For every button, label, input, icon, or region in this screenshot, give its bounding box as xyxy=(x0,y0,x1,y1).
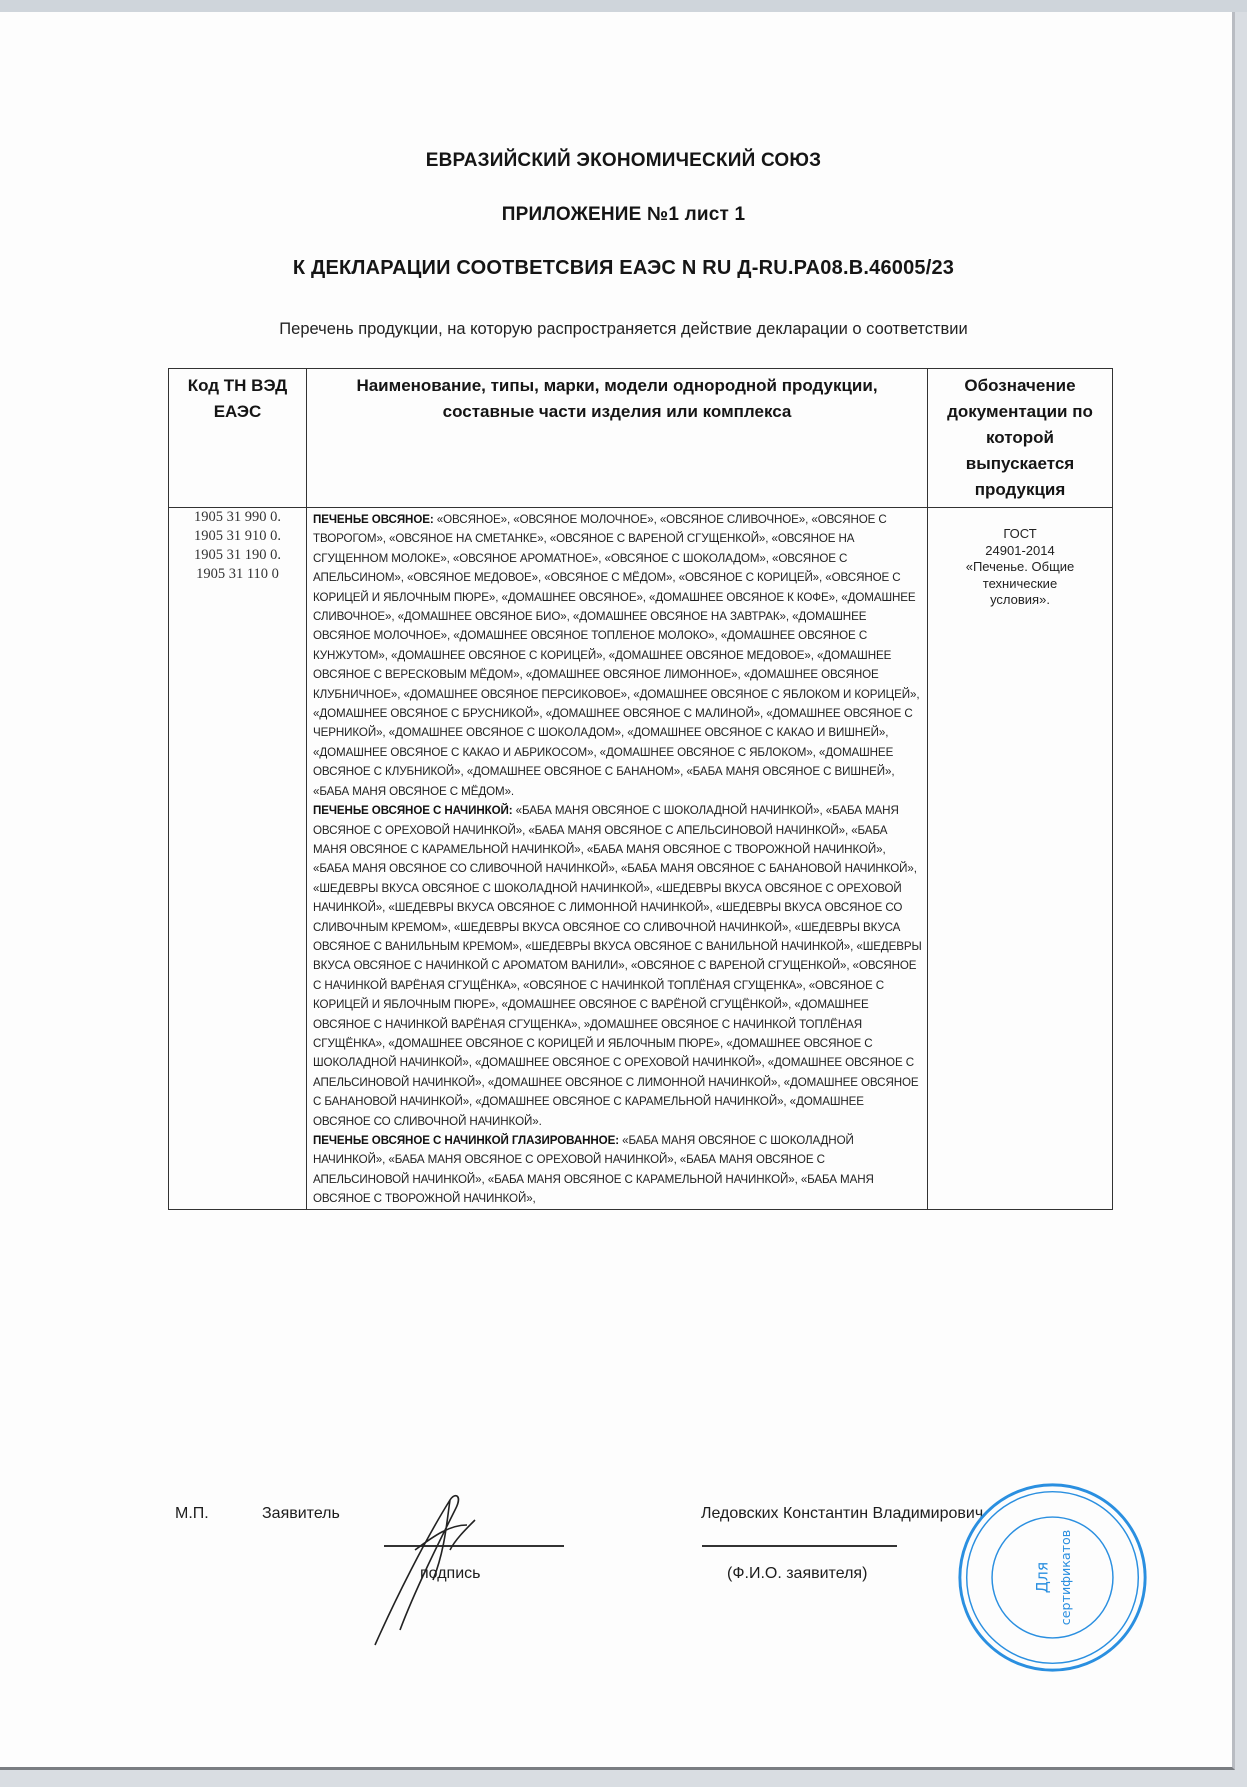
handwritten-signature-icon xyxy=(355,1480,525,1650)
header-name: Наименование, типы, марки, модели однородной продукции, составные части изделия или комплекса xyxy=(307,369,928,508)
hs-codes-cell xyxy=(169,508,307,1210)
section-heading: ПЕЧЕНЬЕ ОВСЯНОЕ С НАЧИНКОЙ ГЛАЗИРОВАННОЕ: xyxy=(313,1134,619,1147)
union-title: ЕВРАЗИЙСКИЙ ЭКОНОМИЧЕСКИЙ СОЮЗ xyxy=(425,150,822,171)
section-heading: ПЕЧЕНЬЕ ОВСЯНОЕ: xyxy=(313,513,434,526)
standard-doc-cell xyxy=(928,508,1113,1210)
product-names-cell xyxy=(307,508,928,1210)
section-text: «ОВСЯНОЕ», «ОВСЯНОЕ МОЛОЧНОЕ», «ОВСЯНОЕ СЛИВОЧНОЕ», «ОВСЯНОЕ С ТВОРОГОМ», «ОВСЯНОЕ НА СМЕТАНКЕ», «ОВСЯНОЕ С ВАРЕНОЙ СГУЩЕНКОЙ», «ОВСЯНОЕ НА СГУЩЕННОМ МОЛОКЕ», «ОВСЯНОЕ АРОМАТНОЕ», «ОВСЯНОЕ С ШОКОЛАДОМ», «ОВСЯНОЕ С АПЕЛЬСИНОМ», «ОВСЯНОЕ МЕДОВОЕ», «ОВСЯНОЕ С МЁДОМ», «ОВСЯНОЕ С КОРИЦЕЙ», «ОВСЯНОЕ С КОРИЦЕЙ И ЯБЛОЧНЫМ ПЮРЕ», «ДОМАШНЕЕ ОВСЯНОЕ», «ДОМАШНЕЕ ОВСЯНОЕ К КОФЕ», «ДОМАШНЕЕ СЛИВОЧНОЕ», «ДОМАШНЕЕ ОВСЯНОЕ БИО», «ДОМАШНЕЕ ОВСЯНОЕ НА ЗАВТРАК», «ДОМАШНЕЕ ОВСЯНОЕ МОЛОЧНОЕ», «ДОМАШНЕЕ ОВСЯНОЕ ТОПЛЕНОЕ МОЛОКО», «ДОМАШНЕЕ ОВСЯНОЕ С КУНЖУТОМ», «ДОМАШНЕЕ ОВСЯНОЕ С КОРИЦЕЙ», «ДОМАШНЕЕ ОВСЯНОЕ МЕДОВОЕ», «ДОМАШНЕЕ ОВСЯНОЕ С ВЕРЕСКОВЫМ МЁДОМ», «ДОМАШНЕЕ ОВСЯНОЕ ЛИМОННОЕ», «ДОМАШНЕЕ ОВСЯНОЕ КЛУБНИЧНОЕ», «ДОМАШНЕЕ ОВСЯНОЕ ПЕРСИКОВОЕ», «ДОМАШНЕЕ ОВСЯНОЕ С ЯБЛОКОМ И КОРИЦЕЙ», «ДОМАШНЕЕ ОВСЯНОЕ С БРУСНИКОЙ», «ДОМАШНЕЕ ОВСЯНОЕ С МАЛИНОЙ», «ДОМАШНЕЕ ОВСЯНОЕ С ЧЕРНИКОЙ», «ДОМАШНЕЕ ОВСЯНОЕ С ШОКОЛАДОМ», «ДОМАШНЕЕ ОВСЯНОЕ С КАКАО И ВИШНЕЙ», «ДОМАШНЕЕ ОВСЯНОЕ С КАКАО И АБРИКОСОМ», «ДОМАШНЕЕ ОВСЯНОЕ С ЯБЛОКОМ», «ДОМАШНЕЕ ОВСЯНОЕ С КЛУБНИКОЙ», «ДОМАШНЕЕ ОВСЯНОЕ С БАНАНОМ», «БАБА МАНЯ ОВСЯНОЕ С ВИШНЕЙ», «БАБА МАНЯ ОВСЯНОЕ С МЁДОМ». xyxy=(313,513,920,798)
declaration-title: К ДЕКЛАРАЦИИ СООТВЕТСВИЯ ЕАЭС N RU Д-RU.PA08.B.46005/23 xyxy=(292,257,955,279)
doc-line: ГОСТ xyxy=(1003,526,1037,541)
doc-line: 24901-2014 xyxy=(985,542,1055,558)
section-text: «БАБА МАНЯ ОВСЯНОЕ С ШОКОЛАДНОЙ НАЧИНКОЙ», «БАБА МАНЯ ОВСЯНОЕ С ОРЕХОВОЙ НАЧИНКОЙ», «БАБА МАНЯ ОВСЯНОЕ С АПЕЛЬСИНОВОЙ НАЧИНКОЙ», «БАБА МАНЯ ОВСЯНОЕ С КАРАМЕЛЬНОЙ НАЧИНКОЙ», «БАБА МАНЯ ОВСЯНОЕ С ТВОРОЖНОЙ НАЧИНКОЙ», xyxy=(313,1134,874,1206)
product-section xyxy=(313,1131,923,1209)
product-section xyxy=(313,801,923,1131)
name-line xyxy=(702,1545,897,1547)
table-header-row xyxy=(169,369,1113,508)
doc-line: «Печенье. Общие xyxy=(965,559,1075,574)
product-list-subtitle: Перечень продукции, на которую распространяется действие декларации о соответствии xyxy=(279,320,968,338)
hs-code: 1905 31 110 0 xyxy=(196,566,279,582)
applicant-label: Заявитель xyxy=(262,1505,340,1522)
stamp-center-text: сертификатов xyxy=(1058,1529,1074,1626)
table-row xyxy=(169,508,1113,1210)
product-section xyxy=(313,510,923,801)
hs-code: 1905 31 910 0. xyxy=(194,528,281,544)
section-heading: ПЕЧЕНЬЕ ОВСЯНОЕ С НАЧИНКОЙ: xyxy=(313,804,513,818)
hs-code: 1905 31 990 0. xyxy=(194,509,281,525)
doc-line: условия». xyxy=(990,592,1050,607)
doc-line: технические xyxy=(982,575,1058,591)
hs-code: 1905 31 190 0. xyxy=(194,547,281,563)
stamp-center-text: Для xyxy=(1033,1561,1052,1594)
seal-place-label: М.П. xyxy=(175,1505,209,1522)
appendix-title: ПРИЛОЖЕНИЕ №1 лист 1 xyxy=(501,204,746,225)
name-caption: (Ф.И.О. заявителя) xyxy=(727,1565,868,1582)
product-table xyxy=(168,368,1113,1210)
section-text: «БАБА МАНЯ ОВСЯНОЕ С ШОКОЛАДНОЙ НАЧИНКОЙ», «БАБА МАНЯ ОВСЯНОЕ С ОРЕХОВОЙ НАЧИНКОЙ», «БАБА МАНЯ ОВСЯНОЕ С АПЕЛЬСИНОВОЙ НАЧИНКОЙ», «БАБА МАНЯ ОВСЯНОЕ С КАРАМЕЛЬНОЙ НАЧИНКОЙ», «БАБА МАНЯ ОВСЯНОЕ С ТВОРОЖНОЙ НАЧИНКОЙ», «БАБА МАНЯ ОВСЯНОЕ СО СЛИВОЧНОЙ НАЧИНКОЙ», «БАБА МАНЯ ОВСЯНОЕ С БАНАНОВОЙ НАЧИНКОЙ», «ШЕДЕВРЫ ВКУСА ОВСЯНОЕ С ШОКОЛАДНОЙ НАЧИНКОЙ», «ШЕДЕВРЫ ВКУСА ОВСЯНОЕ С ОРЕХОВОЙ НАЧИНКОЙ», «ШЕДЕВРЫ ВКУСА ОВСЯНОЕ С ЛИМОННОЙ НАЧИНКОЙ», «ШЕДЕВРЫ ВКУСА ОВСЯНОЕ СО СЛИВОЧНЫМ КРЕМОМ», «ШЕДЕВРЫ ВКУСА ОВСЯНОЕ СО СЛИВОЧНОЙ НАЧИНКОЙ», «ШЕДЕВРЫ ВКУСА ОВСЯНОЕ С ВАНИЛЬНЫМ КРЕМОМ», «ШЕДЕВРЫ ВКУСА ОВСЯНОЕ С ВАНИЛЬНОЙ НАЧИНКОЙ», «ШЕДЕВРЫ ВКУСА ОВСЯНОЕ С НАЧИНКОЙ С АРОМАТОМ ВАНИЛИ», «ОВСЯНОЕ С ВАРЕНОЙ СГУЩЕНКОЙ», «ОВСЯНОЕ С НАЧИНКОЙ ВАРЁНАЯ СГУЩЁНКА», «ОВСЯНОЕ С НАЧИНКОЙ ТОПЛЁНАЯ СГУЩЕНКА», «ОВСЯНОЕ С КОРИЦЕЙ И ЯБЛОЧНЫМ ПЮРЕ», «ДОМАШНЕЕ ОВСЯНОЕ С ВАРЁНОЙ СГУЩЁНКОЙ», «ДОМАШНЕЕ ОВСЯНОЕ С НАЧИНКОЙ ВАРЁНАЯ СГУЩЕНКА», »ДОМАШНЕЕ ОВСЯНОЕ С НАЧИНКОЙ ТОПЛЁНАЯ СГУЩЁНКА», «ДОМАШНЕЕ ОВСЯНОЕ С КОРИЦЕЙ И ЯБЛОЧНЫМ ПЮРЕ», «ДОМАШНЕЕ ОВСЯНОЕ С ШОКОЛАДНОЙ НАЧИНКОЙ», «ДОМАШНЕЕ ОВСЯНОЕ С ОРЕХОВОЙ НАЧИНКОЙ», «ДОМАШНЕЕ ОВСЯНОЕ С АПЕЛЬСИНОВОЙ НАЧИНКОЙ», «ДОМАШНЕЕ ОВСЯНОЕ С ЛИМОННОЙ НАЧИНКОЙ», «ДОМАШНЕЕ ОВСЯНОЕ С БАНАНОВОЙ НАЧИНКОЙ», «ДОМАШНЕЕ ОВСЯНОЕ С КАРАМЕЛЬНОЙ НАЧИНКОЙ», «ДОМАШНЕЕ ОВСЯНОЕ СО СЛИВОЧНОЙ НАЧИНКОЙ». xyxy=(313,804,922,1128)
applicant-name: Ледовских Константин Владимирович xyxy=(701,1505,984,1522)
signature-caption: подпись xyxy=(420,1565,481,1582)
header-doc: Обозначение документации по которой выпускается продукция xyxy=(928,369,1113,508)
header-code: Код ТН ВЭД ЕАЭС xyxy=(169,369,307,508)
company-seal-icon xyxy=(955,1480,1150,1675)
scan-top-edge xyxy=(0,0,1247,12)
